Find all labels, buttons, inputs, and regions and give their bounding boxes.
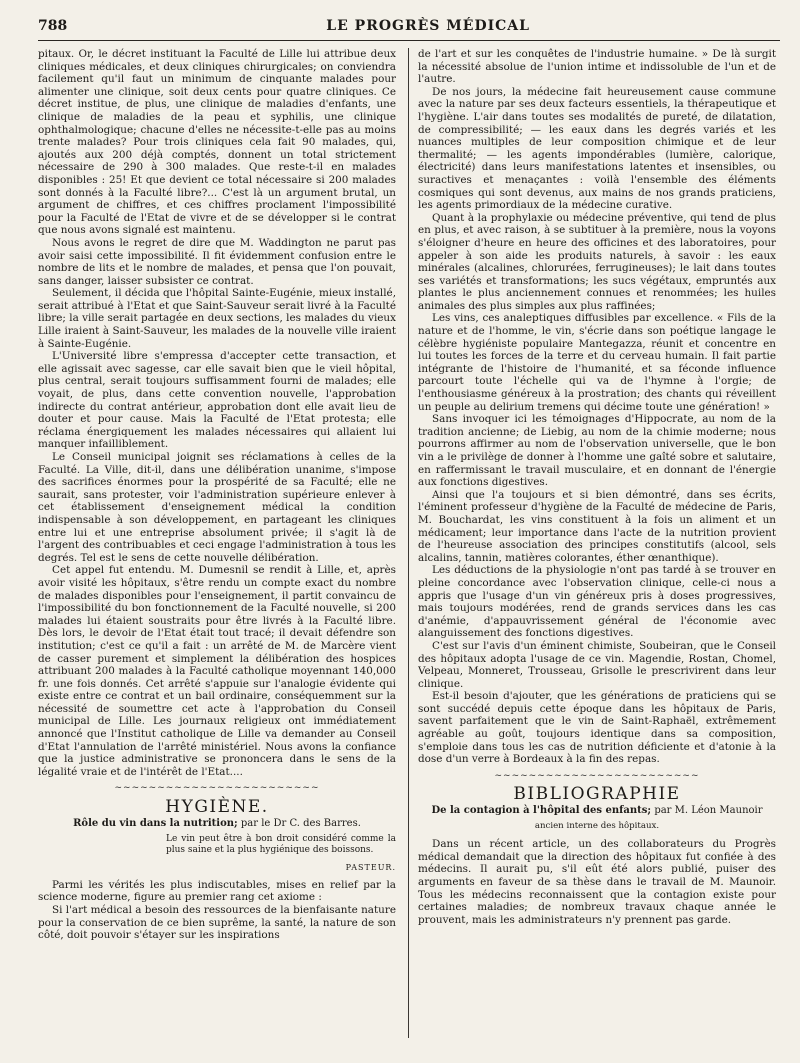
hygiene-article-title: Rôle du vin dans la nutrition; [73,817,238,829]
paragraph: Quant à la prophylaxie ou médecine préventive, qui tend de plus en plus, et avec raison, à se subtituer à la première, nous la voyons s'éloigner d'heure en heure des officines et des laboratoires, pour appeler à son aide les produits naturels, à savoir : les eaux minérales (alcalines, chlorurées, ferrugineuses); le lait dans toutes ses variétés et transformations; les sucs végétaux, empruntés aux plantes le plus anciennement connues et renommées; les huiles animales des plus simples aux plus raffinées; [418,211,776,312]
paragraph: Dans un récent article, un des collaborateurs du Progrès médical demandait que la direction des hôpitaux fut confiée à des médecins. Il aurait pu, s'il eût été alors publié, puiser des arguments en faveur de sa thèse dans le travail de M. Maunoir. Tous les médecins reconnaissent que la contagion existe pour certaines maladies; de nombreux travaux chaque année le prouvent, mais les administrateurs n'y prennent pas garde. [418,838,776,926]
section-separator: ~~~~~~~~~~~~~~~~~~~~~~~~ [114,783,320,794]
left-column [38,48,396,1048]
paragraph: L'Université libre s'empressa d'accepter cette transaction, et elle agissait avec sagesse, car elle savait bien que le vieil hôpital, plus central, serait toujours suffisamment fourni de malades; elle voyait, de plus, dans cette convention nouvelle, l'approbation indirecte du contrat antérieur, approbation dont elle avait lieu de douter et pour cause. Mais la Faculté de l'Etat protesta; elle réclama énergiquement les malades nécessaires qui allaient lui manquer infailliblement. [38,350,396,451]
paragraph: Ainsi que l'a toujours et si bien démontré, dans ses écrits, l'éminent professeur d'hygiène de la Faculté de médecine de Paris, M. Bouchardat, les vins constituent à la fois un aliment et un médicament; leur importance dans l'acte de la nutrition provient de l'heureuse association des principes constitutifs (alcool, sels alcalins, tannin, matières colorantes, éther œnanthique). [418,488,776,564]
paragraph: De nos jours, la médecine fait heureusement cause commune avec la nature par ses deux facteurs essentiels, la thérapeutique et l'hygiène. L'air dans toutes ses modalités de pureté, de dilatation, de compressibilité; — les eaux dans les degrés variés et les nuances multiples de leur composition chimique et de leur thermalité; — les agents impondérables (lumière, calorique, électricité) dans leurs manifestations latentes et insensibles, ou suractives et menaçantes : voilà l'ensemble des éléments cosmiques qui sont devenus, aux mains de nos grands praticiens, les agents primordiaux de la médecine curative. [418,85,776,212]
epigraph-author: PASTEUR. [345,863,396,873]
paragraph: Parmi les vérités les plus indiscutables, mises en relief par la science moderne, figure au premier rang cet axiome : [38,878,396,904]
page-number: 788 [38,18,68,34]
paragraph: Cet appel fut entendu. M. Dumesnil se rendit à Lille, et, après avoir visité les hôpitaux, s'être rendu un compte exact du nombre de malades disponibles pour l'enseignement, il partit convaincu de l'impossibilité du bon fonctionnement de la Faculté nouvelle, si 200 malades lui étaient soustraits pour être livrés à la Faculté libre. Dès lors, le devoir de l'Etat était tout tracé; il devait défendre son institution; c'est ce qu'il a fait : un arrêté de M. de Marcère vient de casser purement et simplement la délibération des hospices attribuant 200 malades à la Faculté catholique moyennant 140,000 fr. une fois donnés. Cet arrêté s'appuie sur l'analogie évidente qui existe entre ce contrat et un bail ordinaire, conséquemment sur la nécessité de soumettre cet acte à l'approbation du Conseil municipal de Lille. Les journaux religieux ont immédiatement annoncé que l'Institut catholique de Lille va demander au Conseil d'Etat l'annulation de l'arrêté ministériel. Nous avons la confiance que la justice administrative se prononcera dans le sens de la légalité vraie et de l'intérêt de l'Etat.... [38,564,396,778]
bibliographie-section-title: BIBLIOGRAPHIE [513,784,681,805]
hygiene-article-author: par le Dr C. des Barres. [240,817,361,829]
paragraph: C'est sur l'avis d'un éminent chimiste, Soubeiran, que le Conseil des hôpitaux adopta l'usage de ce vin. Magendie, Rostan, Chomel, Velpeau, Monneret, Trousseau, Grisolle le prescrivirent dans leur clinique. [418,639,776,690]
section-separator: ~~~~~~~~~~~~~~~~~~~~~~~~ [494,770,700,781]
bibliographie-article-author: par M. Léon Maunoir [654,805,763,817]
paragraph: Si l'art médical a besoin des ressources de la bienfaisante nature pour la conservation de ce bien suprême, la santé, la nature de son côté, doit pouvoir s'étayer sur les inspirations [38,904,396,942]
right-column [418,48,776,1048]
paragraph: Sans invoquer ici les témoignages d'Hippocrate, au nom de la tradition ancienne; de Liebig, au nom de la chimie moderne; nous pourrons affirmer au nom de l'observation universelle, que le bon vin a le privilège de donner à l'homme une gaîté sobre et salutaire, en raffermissant le travail musculaire, et en donnant de l'énergie aux fonctions digestives. [418,413,776,489]
epigraph: Le vin peut être à bon droit considéré comme la plus saine et la plus hygiénique des boissons. [166,834,396,856]
bibliographie-article-title: De la contagion à l'hôpital des enfants; [431,805,652,817]
paragraph: pitaux. Or, le décret instituant la Faculté de Lille lui attribue deux cliniques médicales, et deux cliniques chirurgicales; on conviendra facilement qu'il faut un minimum de cinquante malades pour alimenter une clinique, soit deux cents pour quatre cliniques. Ce décret institue, de plus, une clinique de maladies d'enfants, une clinique de maladies de la peau et syphilis, une clinique ophthalmologique; chacune d'elles ne nécessite-t-elle pas au moins trente malades? Pour trois cliniques cela fait 90 malades, qui, ajoutés aux 200 déjà comptés, donnent un total strictement nécessaire de 290 à 300 malades. Que reste-t-il en malades disponibles : 25! Et que devient ce total nécessaire si 200 malades sont donnés à la Faculté libre?... C'est là un argument brutal, un argument de chiffres, et ces chiffres proclament l'impossibilité pour la Faculté de l'Etat de vivre et de se développer si le contrat que nous avons signalé est maintenu. [38,48,396,237]
bibliographie-article-byline [418,805,776,818]
paragraph: Le Conseil municipal joignit ses réclamations à celles de la Faculté. La Ville, dit-il, dans une délibération unanime, s'impose des sacrifices énormes pour la prospérité de sa Faculté; elle ne saurait, sans protester, voir l'administration supérieure enlever à cet établissement d'enseignement médical la condition indispensable à son développement, en partageant les cliniques entre lui et une entreprise absolument privée; il s'agit là de l'argent des contribuables et ceci engage l'administration à tous les degrés. Tel est le sens de cette nouvelle délibération. [38,451,396,564]
hygiene-article-byline [38,818,396,831]
column-divider [408,48,409,1038]
paragraph: de l'art et sur les conquêtes de l'industrie humaine. » De là surgit la nécessité absolue de l'union intime et indissoluble de l'un et de l'autre. [418,48,776,86]
hygiene-section-title: HYGIÈNE. [165,797,269,818]
journal-title: LE PROGRÈS MÉDICAL [326,18,530,34]
paragraph: Les déductions de la physiologie n'ont pas tardé à se trouver en pleine concordance avec l'observation clinique, celle-ci nous a appris que l'usage d'un vin généreux pris à doses progressives, mais toujours modérées, rend de grands services dans les cas d'anémie, d'appauvrissement général de l'économie avec alanguissement des fonctions digestives. [418,564,776,640]
paragraph: Est-il besoin d'ajouter, que les générations de praticiens qui se sont succédé depuis cette époque dans les hôpitaux de Paris, savent parfaitement que le vin de Saint-Raphaël, extrêmement agréable au goût, toujours identique dans sa composition, s'emploie dans tous les cas de nutrition déficiente et d'atonie à la dose d'un verre à Bordeaux à la fin des repas. [418,690,776,766]
paragraph: Nous avons le regret de dire que M. Waddington ne parut pas avoir saisi cette impossibilité. Il fit évidemment confusion entre le nombre de lits et le nombre de malades, et pensa que l'on pouvait, sans danger, laisser subsister ce contrat. [38,236,396,287]
paragraph: Les vins, ces analeptiques diffusibles par excellence. « Fils de la nature et de l'homme, le vin, s'écrie dans son poétique langage le célèbre hygiéniste populaire Mantegazza, réunit et concentre en lui toutes les forces de la terre et du cerveau humain. Il fait partie intégrante de l'histoire de l'humanité, et sa féconde influence parcourt toute l'échelle qui va de l'hymne à l'orgie; de l'enthousiasme généreux à la prostration; des chants qui réveillent un peuple au delirium tremens qui décime toute une génération! » [418,312,776,413]
paragraph: Seulement, il décida que l'hôpital Sainte-Eugénie, mieux installé, serait attribué à l'Etat et que Saint-Sauveur serait livré à la Faculté libre; la ville serait partagée en deux sections, les malades du vieux Lille iraient à Saint-Sauveur, les malades de la nouvelle ville iraient à Sainte-Eugénie. [38,287,396,350]
bibliographie-article-subtitle: ancien interne des hôpitaux. [534,820,660,831]
page-header [38,18,780,41]
